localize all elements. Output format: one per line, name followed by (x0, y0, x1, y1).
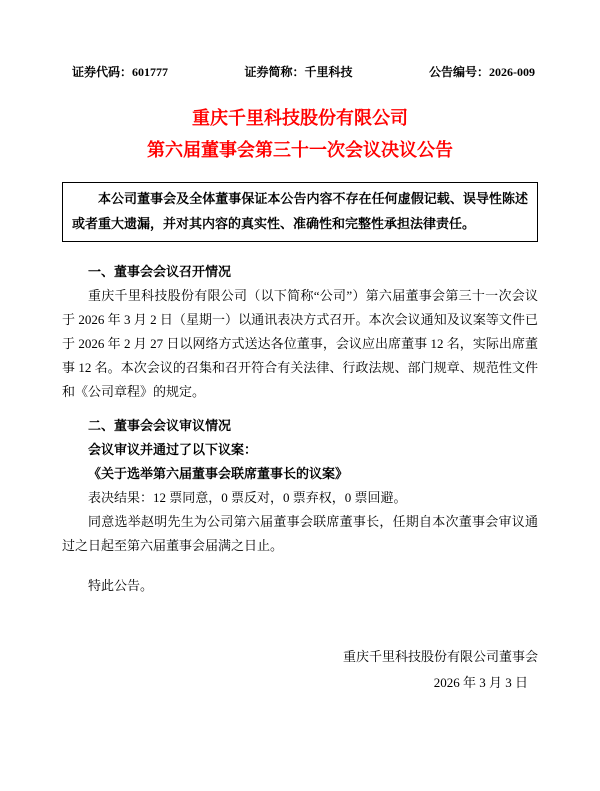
proposal-title: 《关于选举第六届董事会联席董事长的议案》 (88, 466, 349, 481)
section2-intro: 会议审议并通过了以下议案： (88, 442, 258, 457)
signature-block (62, 644, 538, 696)
disclaimer-box (62, 182, 538, 242)
resolution-text: 同意选举赵明先生为公司第六届董事会联席董事长，任期自本次董事会审议通过之日起至第六届董事会届满之日止。 (62, 514, 538, 553)
signature-date: 2026 年 3 月 3 日 (433, 675, 528, 690)
stock-abbr: 证券简称：千里科技 (244, 65, 353, 79)
signature-company: 重庆千里科技股份有限公司董事会 (342, 649, 538, 664)
closing-text: 特此公告。 (88, 578, 154, 593)
section1-body: 重庆千里科技股份有限公司（以下简称“公司”）第六届董事会第三十一次会议于 2026 年 3 月 2 日（星期一）以通讯表决方式召开。本次会议通知及议案等文件已于 2026 年 2 月 27 日以网络方式送达各位董事，会议应出席董事 12 名，实际出席董事 12 名。本次会议的召集和召开符合有关法律、行政法规、部门规章、规范性文件和《公司章程》的规定。 (62, 288, 538, 399)
doc-title (62, 102, 538, 166)
page-content (62, 0, 538, 696)
section1-heading: 一、董事会会议召开情况 (88, 264, 232, 279)
announcement-number: 公告编号：2026-009 (429, 65, 535, 79)
stock-code: 证券代码：601777 (72, 65, 169, 79)
section2-heading: 二、董事会会议审议情况 (88, 418, 232, 433)
disclaimer-text: 本公司董事会及全体董事保证本公告内容不存在任何虚假记载、误导性陈述或者重大遗漏，并对其内容的真实性、准确性和完整性承担法律责任。 (72, 191, 528, 231)
vote-result: 表决结果：12 票同意，0 票反对，0 票弃权，0 票回避。 (88, 490, 407, 505)
doc-header (62, 64, 538, 80)
doc-title-line2: 第六届董事会第三十一次会议决议公告 (147, 140, 453, 160)
doc-title-line1: 重庆千里科技股份有限公司 (192, 108, 408, 128)
